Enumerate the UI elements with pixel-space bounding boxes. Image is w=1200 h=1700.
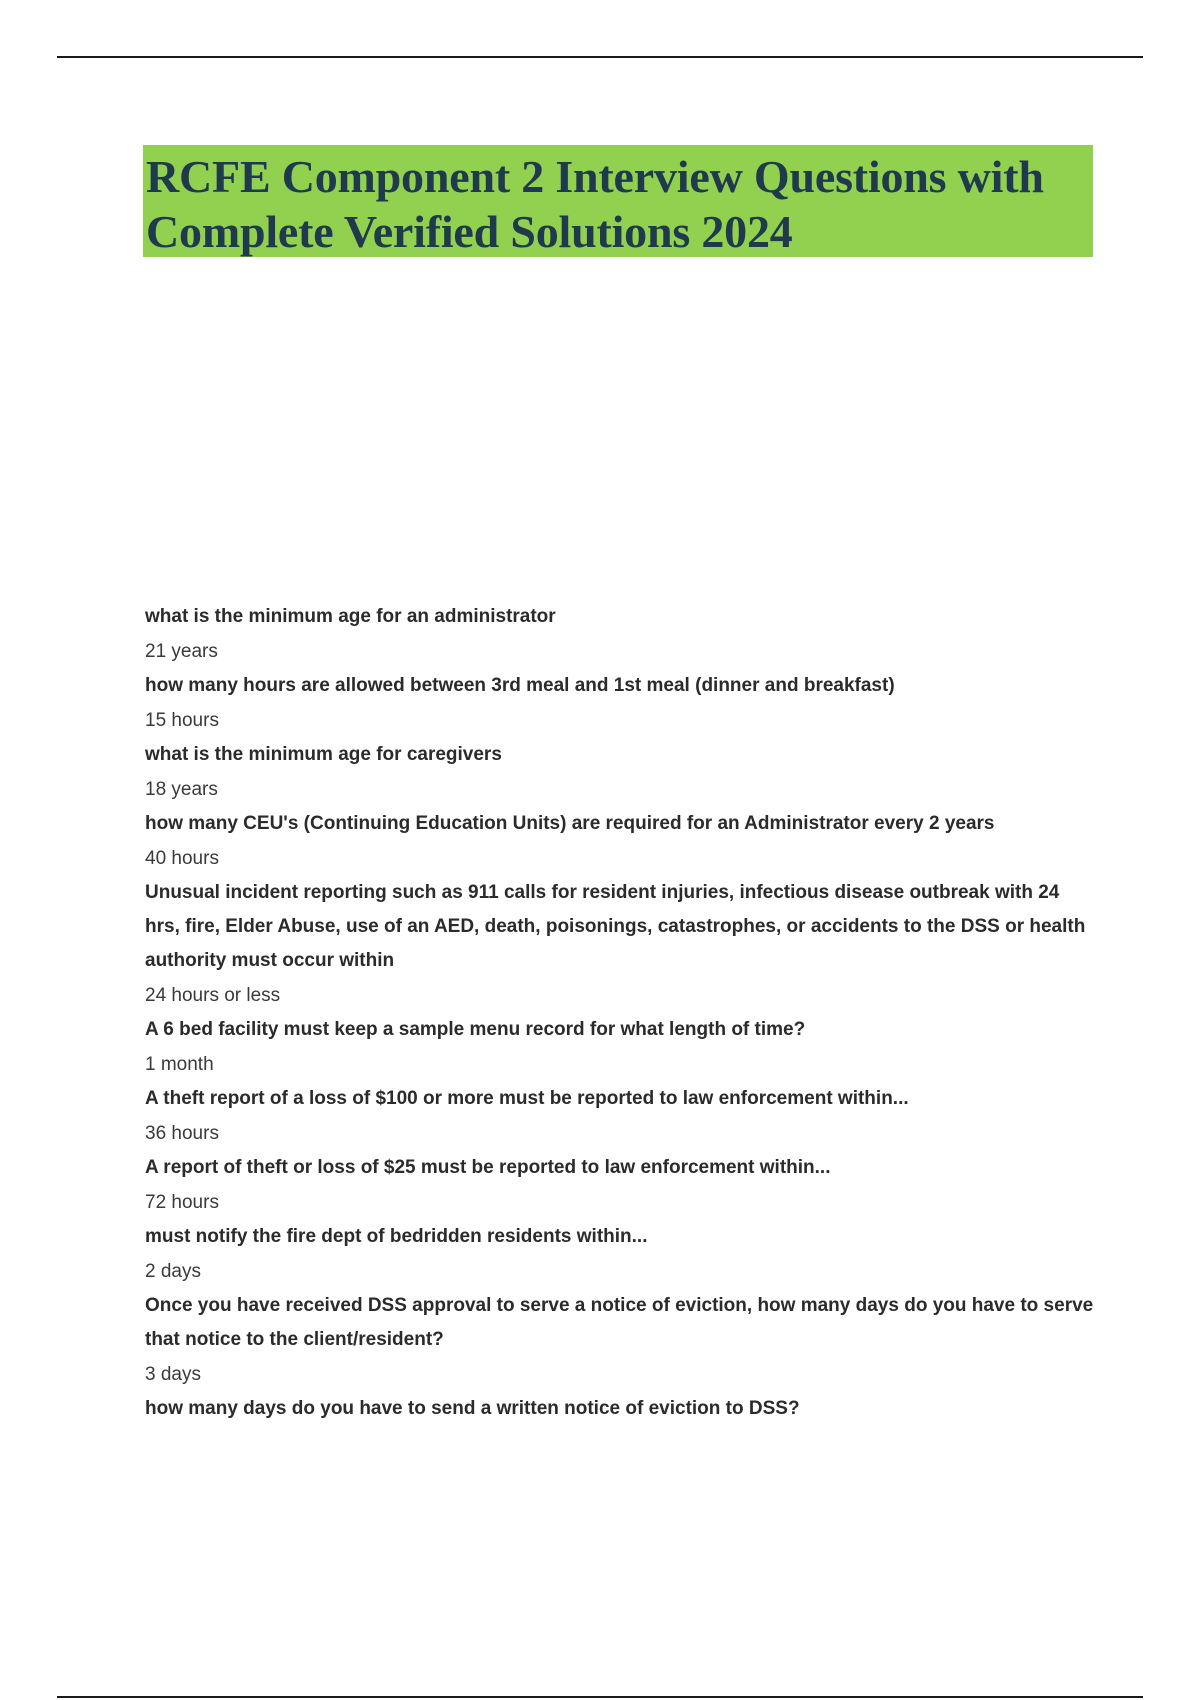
qa-item <box>145 1082 1095 1151</box>
qa-list <box>145 600 1095 1426</box>
question-text: Unusual incident reporting such as 911 calls for resident injuries, infectious disease outbreak with 24 hrs, fire, Elder Abuse, use of an AED, death, poisonings, catastrophes, or accidents to the DSS or health authority must occur within <box>145 882 1086 971</box>
qa-item <box>145 1013 1095 1082</box>
bottom-rule <box>57 1696 1143 1698</box>
question-text: A 6 bed facility must keep a sample menu record for what length of time? <box>145 1019 806 1040</box>
qa-item <box>145 1392 1095 1426</box>
question-text: what is the minimum age for caregivers <box>145 744 502 765</box>
answer-text: 15 hours <box>145 710 219 731</box>
answer-text: 24 hours or less <box>145 985 281 1006</box>
qa-item <box>145 876 1095 1013</box>
title-banner <box>143 145 1093 257</box>
answer-text: 18 years <box>145 779 218 800</box>
answer-text: 3 days <box>145 1364 201 1385</box>
qa-item <box>145 807 1095 876</box>
question-text: how many days do you have to send a written notice of eviction to DSS? <box>145 1398 800 1419</box>
answer-text: 72 hours <box>145 1192 219 1213</box>
question-text: A report of theft or loss of $25 must be reported to law enforcement within... <box>145 1157 831 1178</box>
question-text: what is the minimum age for an administrator <box>145 606 556 627</box>
qa-item <box>145 1220 1095 1289</box>
document-title: RCFE Component 2 Interview Questions with Complete Verified Solutions 2024 <box>146 151 1044 257</box>
question-text: must notify the fire dept of bedridden residents within... <box>145 1226 648 1247</box>
qa-item <box>145 600 1095 669</box>
answer-text: 2 days <box>145 1261 201 1282</box>
question-text: how many CEU's (Continuing Education Units) are required for an Administrator every 2 years <box>145 813 995 834</box>
question-text: A theft report of a loss of $100 or more must be reported to law enforcement within... <box>145 1088 909 1109</box>
answer-text: 1 month <box>145 1054 214 1075</box>
qa-item <box>145 738 1095 807</box>
question-text: how many hours are allowed between 3rd meal and 1st meal (dinner and breakfast) <box>145 675 895 696</box>
question-text: Once you have received DSS approval to serve a notice of eviction, how many days do you have to serve that notice to the client/resident? <box>145 1295 1094 1350</box>
top-rule <box>57 56 1143 58</box>
qa-item <box>145 669 1095 738</box>
answer-text: 40 hours <box>145 848 219 869</box>
answer-text: 36 hours <box>145 1123 219 1144</box>
answer-text: 21 years <box>145 641 218 662</box>
qa-item <box>145 1289 1095 1392</box>
qa-item <box>145 1151 1095 1220</box>
